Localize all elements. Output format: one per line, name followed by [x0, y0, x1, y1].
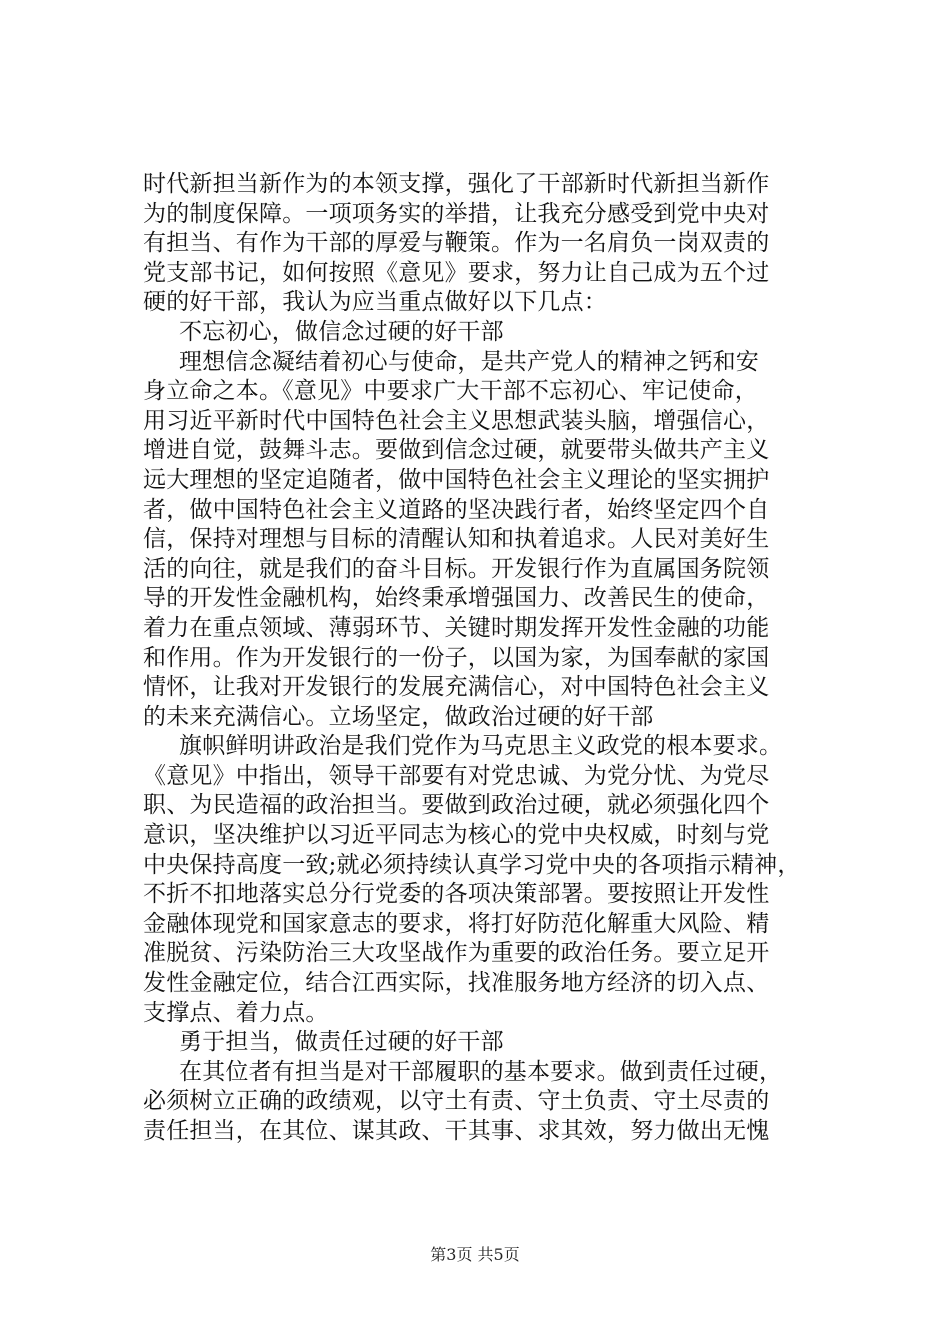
text-line: 支撑点、着力点。 [143, 999, 329, 1026]
paragraph-start: 旗帜鲜明讲政治是我们党作为马克思主义政党的根本要求。 [179, 733, 783, 760]
text-line: 意识，坚决维护以习近平同志为核心的党中央权威，时刻与党 [143, 822, 770, 849]
page-number-footer: 第3页 共5页 [430, 1245, 520, 1264]
text-line: 中央保持高度一致;就必须持续认真学习党中央的各项指示精神， [143, 851, 801, 878]
text-line: 的未来充满信心。立场坚定，做政治过硬的好干部 [143, 703, 654, 730]
text-line: 职、为民造福的政治担当。要做到政治过硬，就必须强化四个 [143, 792, 770, 819]
text-line: 身立命之本。《意见》中要求广大干部不忘初心、牢记使命， [143, 378, 758, 405]
text-line: 者，做中国特色社会主义道路的坚决践行者，始终坚定四个自 [143, 496, 770, 523]
text-line: 着力在重点领域、薄弱环节、关键时期发挥开发性金融的功能 [143, 614, 770, 641]
section-heading: 勇于担当，做责任过硬的好干部 [179, 1029, 504, 1056]
text-line: 活的向往，就是我们的奋斗目标。开发银行作为直属国务院领 [143, 555, 770, 582]
text-line: 责任担当，在其位、谋其政、干其事、求其效，努力做出无愧 [143, 1118, 770, 1144]
text-line: 用习近平新时代中国特色社会主义思想武装头脑，增强信心， [143, 407, 770, 434]
text-line: 准脱贫、污染防治三大攻坚战作为重要的政治任务。要立足开 [143, 940, 770, 967]
section-heading: 不忘初心，做信念过硬的好干部 [179, 318, 504, 345]
text-line: 情怀，让我对开发银行的发展充满信心，对中国特色社会主义 [143, 674, 770, 701]
paragraph-start: 理想信念凝结着初心与使命，是共产党人的精神之钙和安 [179, 348, 759, 375]
text-line: 有担当、有作为干部的厚爱与鞭策。作为一名肩负一岗双责的 [143, 230, 770, 257]
text-line: 《意见》中指出，领导干部要有对党忠诚、为党分忧、为党尽 [143, 762, 770, 789]
text-line: 时代新担当新作为的本领支撑，强化了干部新时代新担当新作 [143, 171, 770, 197]
text-line: 增进自觉，鼓舞斗志。要做到信念过硬，就要带头做共产主义 [143, 437, 770, 464]
text-line: 不折不扣地落实总分行党委的各项决策部署。要按照让开发性 [143, 881, 770, 908]
paragraph-start: 在其位者有担当是对干部履职的基本要求。做到责任过硬， [179, 1058, 783, 1085]
text-line: 为的制度保障。一项项务实的举措，让我充分感受到党中央对 [143, 200, 770, 227]
text-line: 和作用。作为开发银行的一份子，以国为家，为国奉献的家国 [143, 644, 770, 671]
text-line: 发性金融定位，结合江西实际，找准服务地方经济的切入点、 [143, 970, 770, 997]
text-line: 导的开发性金融机构，始终秉承增强国力、改善民生的使命， [143, 585, 770, 612]
text-line: 必须树立正确的政绩观，以守土有责、守土负责、守土尽责的 [143, 1088, 770, 1115]
text-line: 远大理想的坚定追随者，做中国特色社会主义理论的坚实拥护 [143, 466, 770, 493]
document-body [143, 170, 843, 1147]
text-line: 信，保持对理想与目标的清醒认知和执着追求。人民对美好生 [143, 526, 770, 553]
text-line: 党支部书记，如何按照《意见》要求，努力让自己成为五个过 [143, 259, 770, 286]
text-line: 金融体现党和国家意志的要求，将打好防范化解重大风险、精 [143, 910, 770, 937]
text-line: 硬的好干部，我认为应当重点做好以下几点： [143, 289, 607, 316]
